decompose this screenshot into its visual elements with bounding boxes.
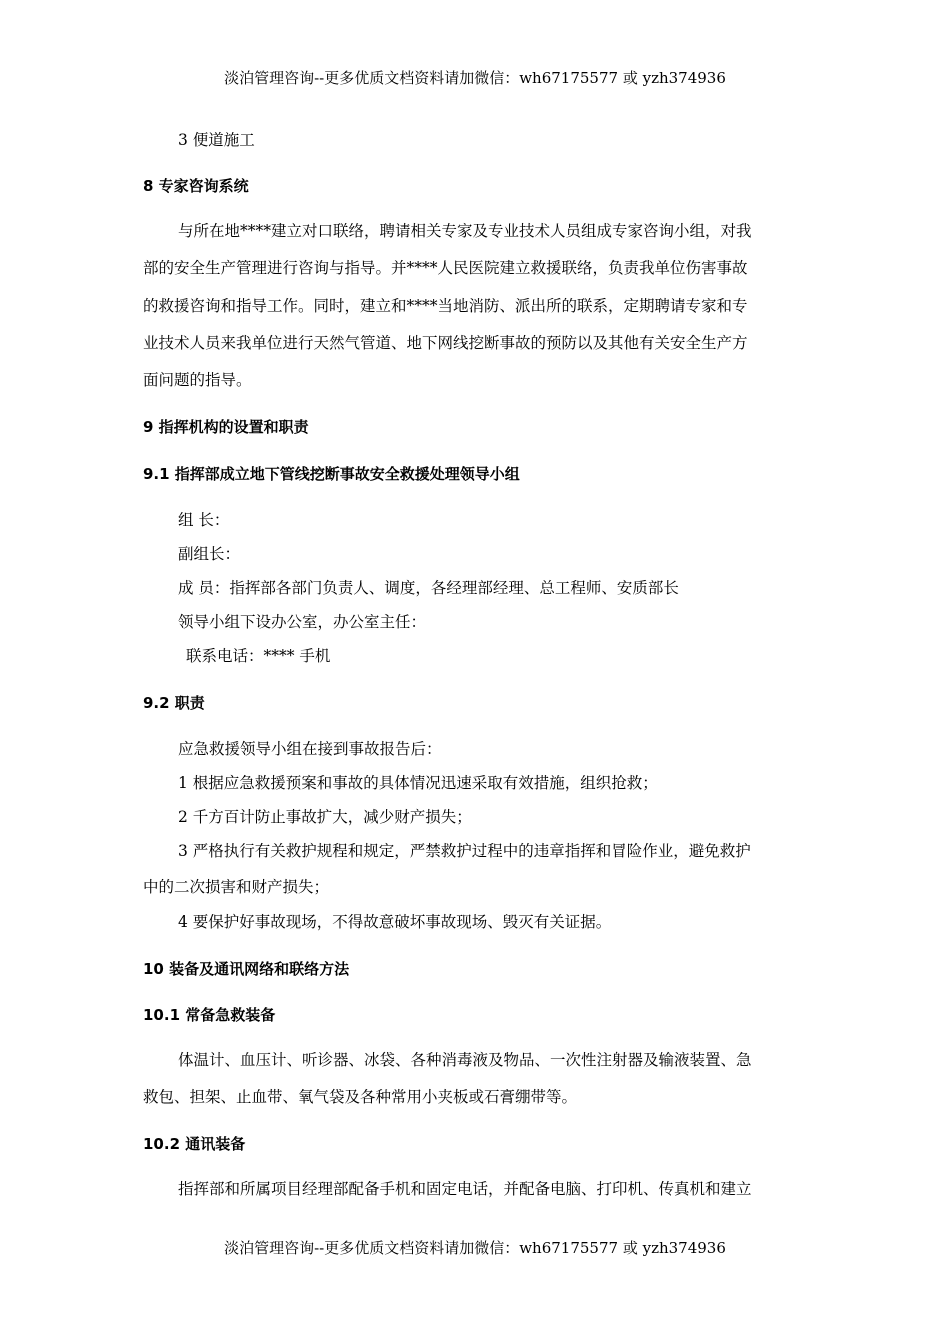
duty-intro: 应急救援领导小组在接到事故报告后：: [178, 740, 442, 758]
members-line: 成 员：指挥部各部门负责人、调度，各经理部经理、总工程师、安质部长: [178, 579, 679, 597]
phone-line: 联系电话：**** 手机: [186, 647, 331, 665]
duty-item: 4 要保护好事故现场，不得故意破坏事故现场、毁灭有关证据。: [178, 913, 612, 931]
section-9-2-heading: 9.2 职责: [143, 694, 205, 712]
section-10-heading: 10 装备及通讯网络和联络方法: [143, 960, 350, 978]
section-10-2-heading: 10.2 通讯装备: [143, 1135, 246, 1153]
duty-item-continued: 中的二次损害和财产损失；: [143, 878, 330, 896]
paragraph-line: 与所在地****建立对口联络，聘请相关专家及专业技术人员组成专家咨询小组，对我: [178, 222, 752, 240]
paragraph-line: 救包、担架、止血带、氧气袋及各种常用小夹板或石膏绷带等。: [143, 1088, 578, 1106]
paragraph-line: 面问题的指导。: [143, 371, 252, 389]
page-header: 淡泊管理咨询--更多优质文档资料请加微信：wh67175577 或 yzh374936: [224, 69, 726, 87]
duty-item: 3 严格执行有关救护规程和规定，严禁救护过程中的违章指挥和冒险作业，避免救护: [178, 842, 751, 860]
paragraph-line: 业技术人员来我单位进行天然气管道、地下网线挖断事故的预防以及其他有关安全生产方: [143, 334, 748, 352]
leader-line: 组 长：: [178, 511, 230, 529]
duty-item: 1 根据应急救援预案和事故的具体情况迅速采取有效措施，组织抢救；: [178, 774, 658, 792]
paragraph-line: 体温计、血压计、听诊器、冰袋、各种消毒液及物品、一次性注射器及输液装置、急: [178, 1051, 752, 1069]
duty-item: 2 千方百计防止事故扩大，减少财产损失；: [178, 808, 472, 826]
list-item-road-construction: 3 便道施工: [178, 131, 255, 149]
section-8-heading: 8 专家咨询系统: [143, 177, 249, 195]
paragraph-line: 的救援咨询和指导工作。同时，建立和****当地消防、派出所的联系，定期聘请专家和专: [143, 297, 748, 315]
section-9-heading: 9 指挥机构的设置和职责: [143, 418, 309, 436]
section-10-1-heading: 10.1 常备急救装备: [143, 1006, 276, 1024]
paragraph-line: 指挥部和所属项目经理部配备手机和固定电话，并配备电脑、打印机、传真机和建立: [178, 1180, 752, 1198]
paragraph-line: 部的安全生产管理进行咨询与指导。并****人民医院建立救援联络，负责我单位伤害事故: [143, 259, 748, 277]
office-line: 领导小组下设办公室，办公室主任：: [178, 613, 427, 631]
section-9-1-heading: 9.1 指挥部成立地下管线挖断事故安全救援处理领导小组: [143, 465, 520, 483]
vice-leader-line: 副组长：: [178, 545, 241, 563]
page-footer: 淡泊管理咨询--更多优质文档资料请加微信：wh67175577 或 yzh374936: [224, 1239, 726, 1257]
